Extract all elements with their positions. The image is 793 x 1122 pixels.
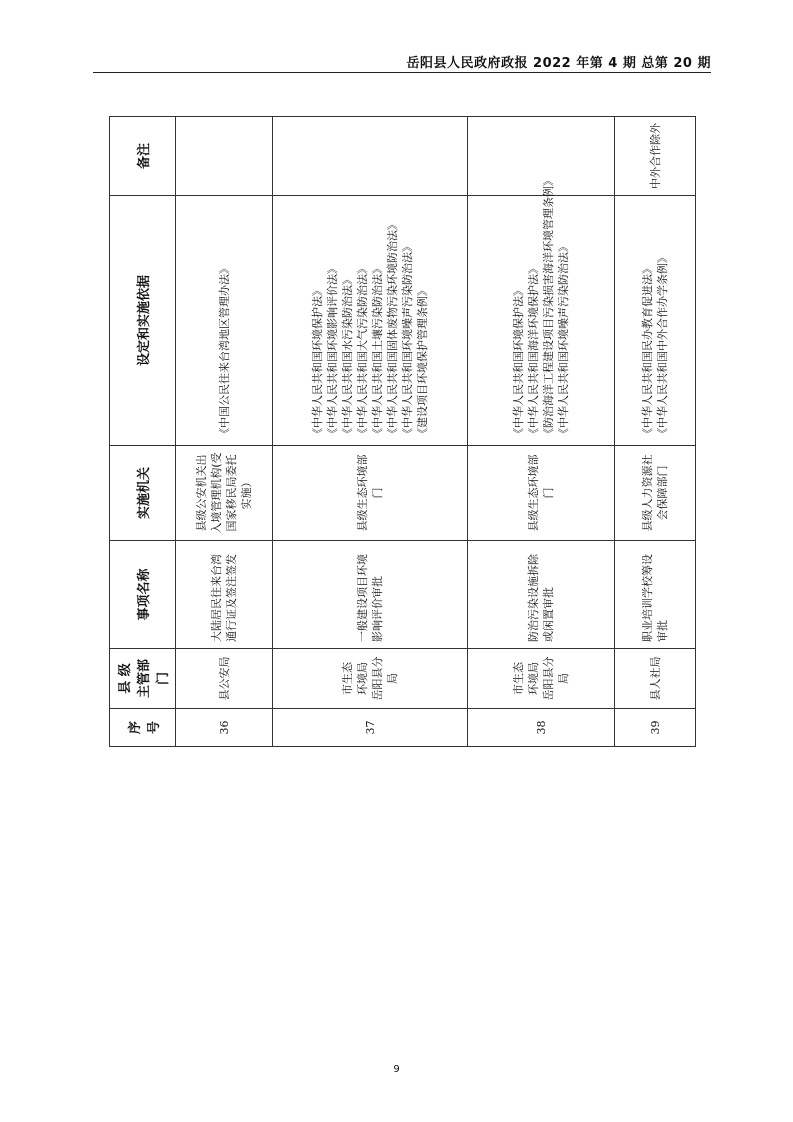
table-header-row bbox=[110, 117, 176, 747]
row-basis bbox=[176, 196, 273, 446]
basis-line: 《中华人民共和国水污染防治法》 bbox=[341, 274, 354, 439]
basis-line: 《中华人民共和国环境噪声污染防治法》 bbox=[557, 241, 570, 439]
row-note bbox=[468, 117, 615, 196]
row-agency: 县级生态环境部门 bbox=[468, 446, 615, 541]
basis-line: 《中华人民共和国环境保护法》 bbox=[311, 285, 324, 439]
row-no: 37 bbox=[273, 709, 468, 747]
col-header-no: 序号 bbox=[110, 709, 176, 747]
page-header: 岳阳县人民政府政报 2022 年第 4 期 总第 20 期 bbox=[406, 56, 711, 71]
row-dept: 市生态 环境局 岳阳县分局 bbox=[468, 649, 615, 709]
table-row bbox=[176, 117, 273, 747]
basis-line: 《中华人民共和国土壤污染防治法》 bbox=[371, 263, 384, 439]
col-header-dept: 县 级 主管部门 bbox=[110, 649, 176, 709]
row-item: 防治污染设施拆除或闲置审批 bbox=[468, 541, 615, 649]
row-item: 职业培训学校筹设审批 bbox=[615, 541, 696, 649]
col-header-item: 事项名称 bbox=[110, 541, 176, 649]
row-agency: 县级公安机关出入境管理机构(受国家移民局委托实施） bbox=[176, 446, 273, 541]
row-item: 大陆居民往来台湾通行证及签注签发 bbox=[176, 541, 273, 649]
row-dept: 县人社局 bbox=[615, 649, 696, 709]
row-note bbox=[273, 117, 468, 196]
row-basis bbox=[468, 175, 615, 446]
basis-line: 《中华人民共和国环境影响评价法》 bbox=[326, 263, 339, 439]
basis-line: 《中华人民共和国环境保护法》 bbox=[512, 285, 525, 439]
col-header-note: 备注 bbox=[110, 117, 176, 196]
row-agency: 县级生态环境部门 bbox=[273, 446, 468, 541]
table-row bbox=[615, 117, 696, 747]
row-note bbox=[176, 117, 273, 196]
row-basis bbox=[273, 196, 468, 446]
row-dept: 市生态 环境局 岳阳县分局 bbox=[273, 649, 468, 709]
basis-line: 《防治海洋工程建设项目污染损害海洋环境管理条例》 bbox=[542, 175, 555, 439]
rotated-table-wrapper bbox=[109, 117, 684, 747]
basis-line: 《中华人民共和国固体废物污染环境防治法》 bbox=[386, 219, 399, 439]
row-note: 中外合作除外 bbox=[615, 117, 696, 196]
basis-line: 《中华人民共和国大气污染防治法》 bbox=[356, 263, 369, 439]
basis-line: 《中华人民共和国中外合作办学条例》 bbox=[656, 252, 669, 439]
row-no: 39 bbox=[615, 709, 696, 747]
row-no: 38 bbox=[468, 709, 615, 747]
header-rule bbox=[93, 72, 711, 73]
basis-line: 《中华人民共和国海洋环境保护法》 bbox=[527, 263, 540, 439]
table-row bbox=[468, 117, 615, 747]
basis-line: 《中国公民往来台湾地区管理办法》 bbox=[217, 263, 231, 439]
page-number: 9 bbox=[393, 1064, 400, 1075]
col-header-basis: 设定和实施依据 bbox=[110, 196, 176, 446]
row-dept: 县公安局 bbox=[176, 649, 273, 709]
row-item: 一般建设项目环境影响评价审批 bbox=[273, 541, 468, 649]
basis-line: 《建设项目环境保护管理条例》 bbox=[416, 285, 429, 439]
row-basis bbox=[615, 196, 696, 446]
table-row bbox=[273, 117, 468, 747]
basis-line: 《中华人民共和国民办教育促进法》 bbox=[641, 263, 654, 439]
row-no: 36 bbox=[176, 709, 273, 747]
basis-line: 《中华人民共和国环境噪声污染防治法》 bbox=[401, 241, 414, 439]
col-header-agency: 实施机关 bbox=[110, 446, 176, 541]
items-table bbox=[109, 116, 696, 747]
row-agency: 县级人力资源社会保障部门 bbox=[615, 446, 696, 541]
